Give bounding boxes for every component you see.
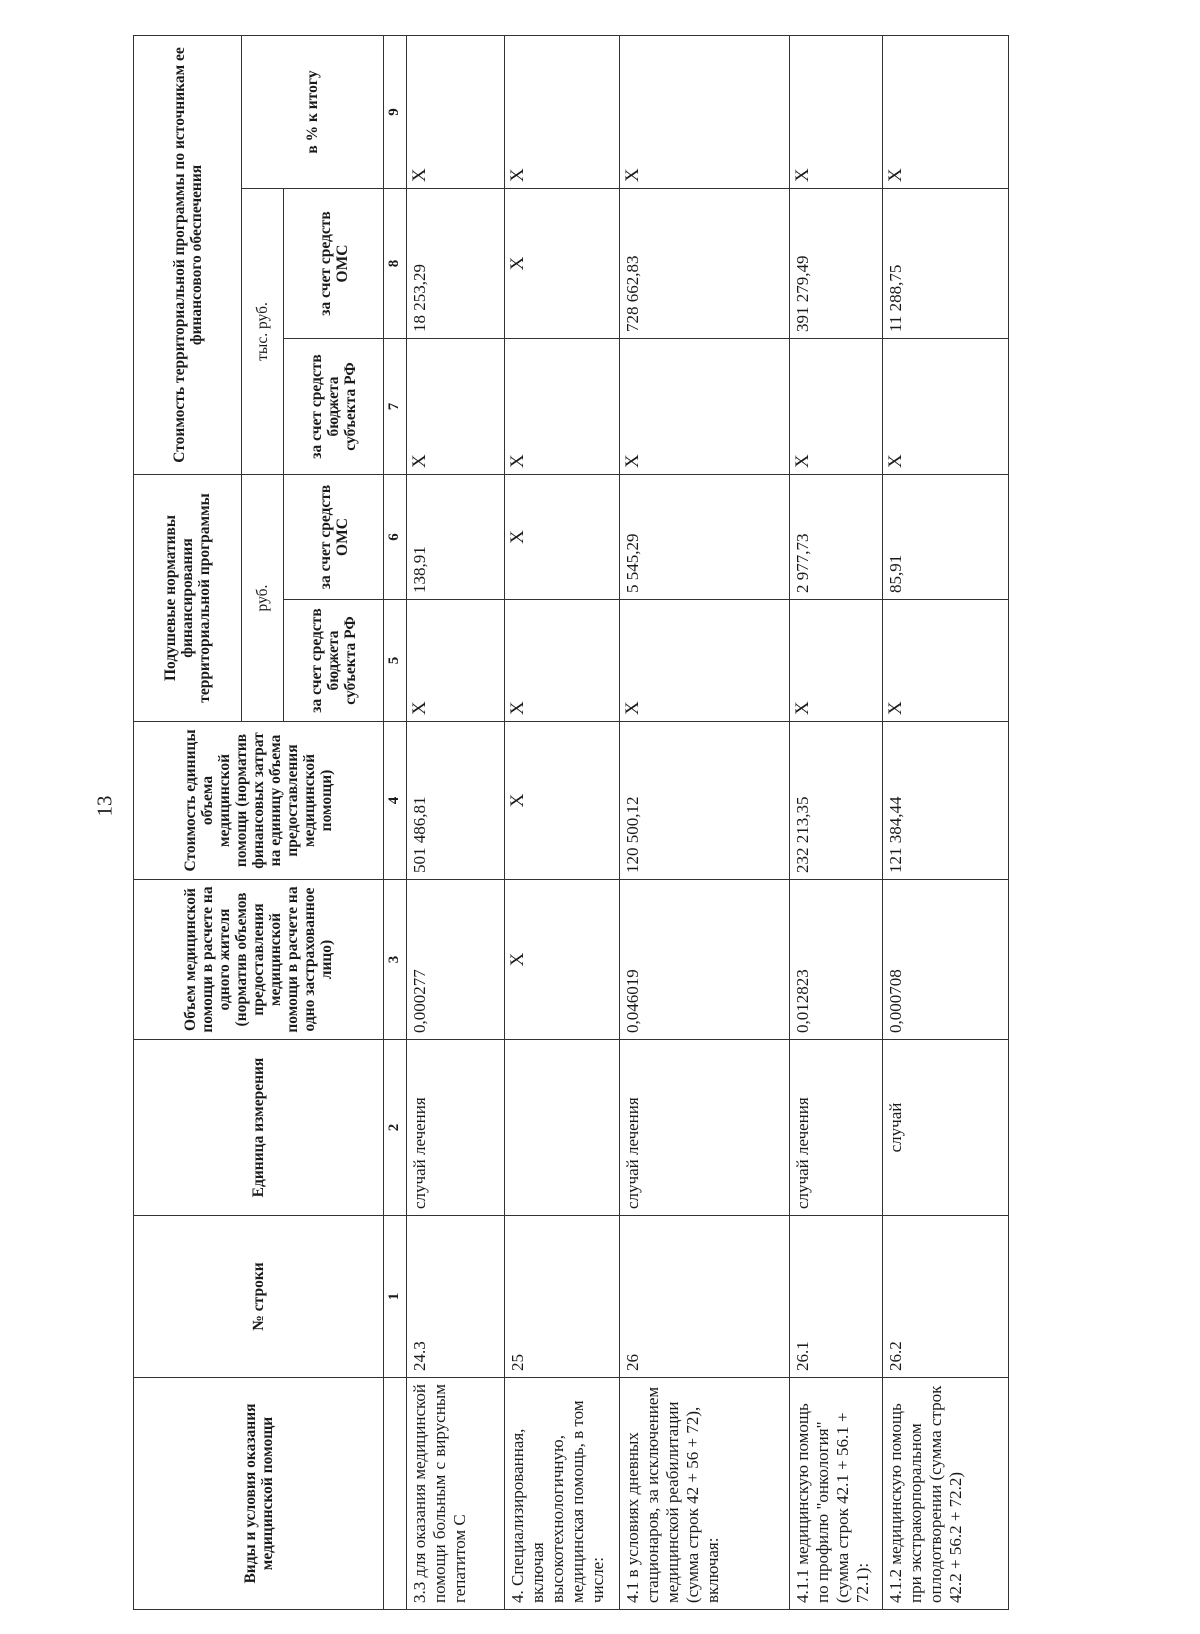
- cell-percent: X: [883, 35, 1009, 188]
- cell-unit: случай лечения: [407, 1040, 505, 1216]
- cell-pc-budget: X: [407, 600, 505, 722]
- cell-name: 4.1.1 медицинскую помощь по профилю "онкология" (сумма строк 42.1 + 56.1 + 72.1):: [790, 1378, 883, 1610]
- header-unit: Единица измерения: [134, 1040, 384, 1216]
- cell-unit: случай: [883, 1040, 1009, 1216]
- header-pc-oms: за счет средств ОМС: [284, 475, 384, 600]
- header-unit-cost: Стоимость единицы объема медицинской помощи (норматив финансовых затрат на единицу объема предоставления медицинской помощи): [134, 722, 384, 880]
- cell-cost-oms: 18 253,29: [407, 189, 505, 339]
- cell-unit-cost: X: [505, 722, 620, 880]
- cell-pc-oms: 85,91: [883, 475, 1009, 600]
- cell-row-no: 26: [620, 1216, 790, 1378]
- col-number: [384, 1378, 407, 1610]
- cell-percent: X: [620, 35, 790, 188]
- cell-row-no: 25: [505, 1216, 620, 1378]
- cell-pc-oms: 5 545,29: [620, 475, 790, 600]
- cell-volume: X: [505, 880, 620, 1040]
- cell-cost-oms: 391 279,49: [790, 189, 883, 339]
- col-number: 7: [384, 339, 407, 475]
- cell-unit: [505, 1040, 620, 1216]
- cell-pc-oms: 138,91: [407, 475, 505, 600]
- cell-cost-oms: 11 288,75: [883, 189, 1009, 339]
- cell-pc-budget: X: [790, 600, 883, 722]
- cell-volume: 0,000277: [407, 880, 505, 1040]
- rotated-table-wrapper: [133, 36, 1008, 1610]
- header-volume: Объем медицинской помощи в расчете на одного жителя (норматив объемов предоставления медицинской помощи в расчете на одно застрахованное лицо): [134, 880, 384, 1040]
- cell-name: 3.3 для оказания медицинской помощи больным с вирусным гепатитом С: [407, 1378, 505, 1610]
- table-row: [505, 35, 620, 1609]
- cell-cost-budget: X: [407, 339, 505, 475]
- cell-unit-cost: 120 500,12: [620, 722, 790, 880]
- header-pc-budget: за счет средств бюджета субъекта РФ: [284, 600, 384, 722]
- header-cost-unit: тыс. руб.: [242, 189, 284, 475]
- cell-percent: X: [505, 35, 620, 188]
- cell-percent: X: [790, 35, 883, 188]
- cell-volume: 0,046019: [620, 880, 790, 1040]
- cell-volume: 0,012823: [790, 880, 883, 1040]
- cell-cost-oms: 728 662,83: [620, 189, 790, 339]
- cell-volume: 0,000708: [883, 880, 1009, 1040]
- header-cost-budget: за счет средств бюджета субъекта РФ: [284, 339, 384, 475]
- cell-cost-oms: X: [505, 189, 620, 339]
- header-cost-group: Стоимость территориальной программы по источникам ее финансового обеспечения: [134, 35, 242, 474]
- cell-cost-budget: X: [790, 339, 883, 475]
- cell-pc-oms: 2 977,73: [790, 475, 883, 600]
- cell-pc-budget: X: [883, 600, 1009, 722]
- col-number: 6: [384, 475, 407, 600]
- header-row-no: № строки: [134, 1216, 384, 1378]
- cell-unit-cost: 501 486,81: [407, 722, 505, 880]
- header-cost-oms: за счет средств ОМС: [284, 189, 384, 339]
- col-number: 5: [384, 600, 407, 722]
- cell-row-no: 24.3: [407, 1216, 505, 1378]
- table-row: [790, 35, 883, 1609]
- col-number: 1: [384, 1216, 407, 1378]
- col-number: 4: [384, 722, 407, 880]
- header-percent: в % к итогу: [242, 35, 384, 188]
- cell-pc-oms: X: [505, 475, 620, 600]
- col-number: 2: [384, 1040, 407, 1216]
- cell-percent: X: [407, 35, 505, 188]
- cell-pc-budget: X: [505, 600, 620, 722]
- cell-cost-budget: X: [620, 339, 790, 475]
- cell-unit-cost: 121 384,44: [883, 722, 1009, 880]
- header-per-capita-unit: руб.: [242, 475, 284, 722]
- cell-row-no: 26.2: [883, 1216, 1009, 1378]
- cell-name: 4. Специализированная, включая высокотехнологичную, медицинская помощь, в том числе:: [505, 1378, 620, 1610]
- table-row: [407, 35, 505, 1609]
- cell-unit: случай лечения: [620, 1040, 790, 1216]
- cell-unit: случай лечения: [790, 1040, 883, 1216]
- table-row: [620, 35, 790, 1609]
- cell-cost-budget: X: [883, 339, 1009, 475]
- cell-name: 4.1.2 медицинскую помощь при экстракорпоральном оплодотворении (сумма строк 42.2 + 56.2 + 72.2): [883, 1378, 1009, 1610]
- table-row: [883, 35, 1009, 1609]
- col-number: 3: [384, 880, 407, 1040]
- col-number: 9: [384, 35, 407, 188]
- cell-unit-cost: 232 213,35: [790, 722, 883, 880]
- cell-cost-budget: X: [505, 339, 620, 475]
- cell-pc-budget: X: [620, 600, 790, 722]
- cell-name: 4.1 в условиях дневных стационаров, за исключением медицинской реабилитации (сумма строк 42 + 56 + 72), включая:: [620, 1378, 790, 1610]
- header-type: Виды и условия оказания медицинской помощи: [134, 1378, 384, 1610]
- page-number: 13: [92, 795, 117, 817]
- financing-table: [133, 35, 1009, 1610]
- header-per-capita-group: Подушевые нормативы финансирования территориальной программы: [134, 475, 242, 722]
- col-number: 8: [384, 189, 407, 339]
- cell-row-no: 26.1: [790, 1216, 883, 1378]
